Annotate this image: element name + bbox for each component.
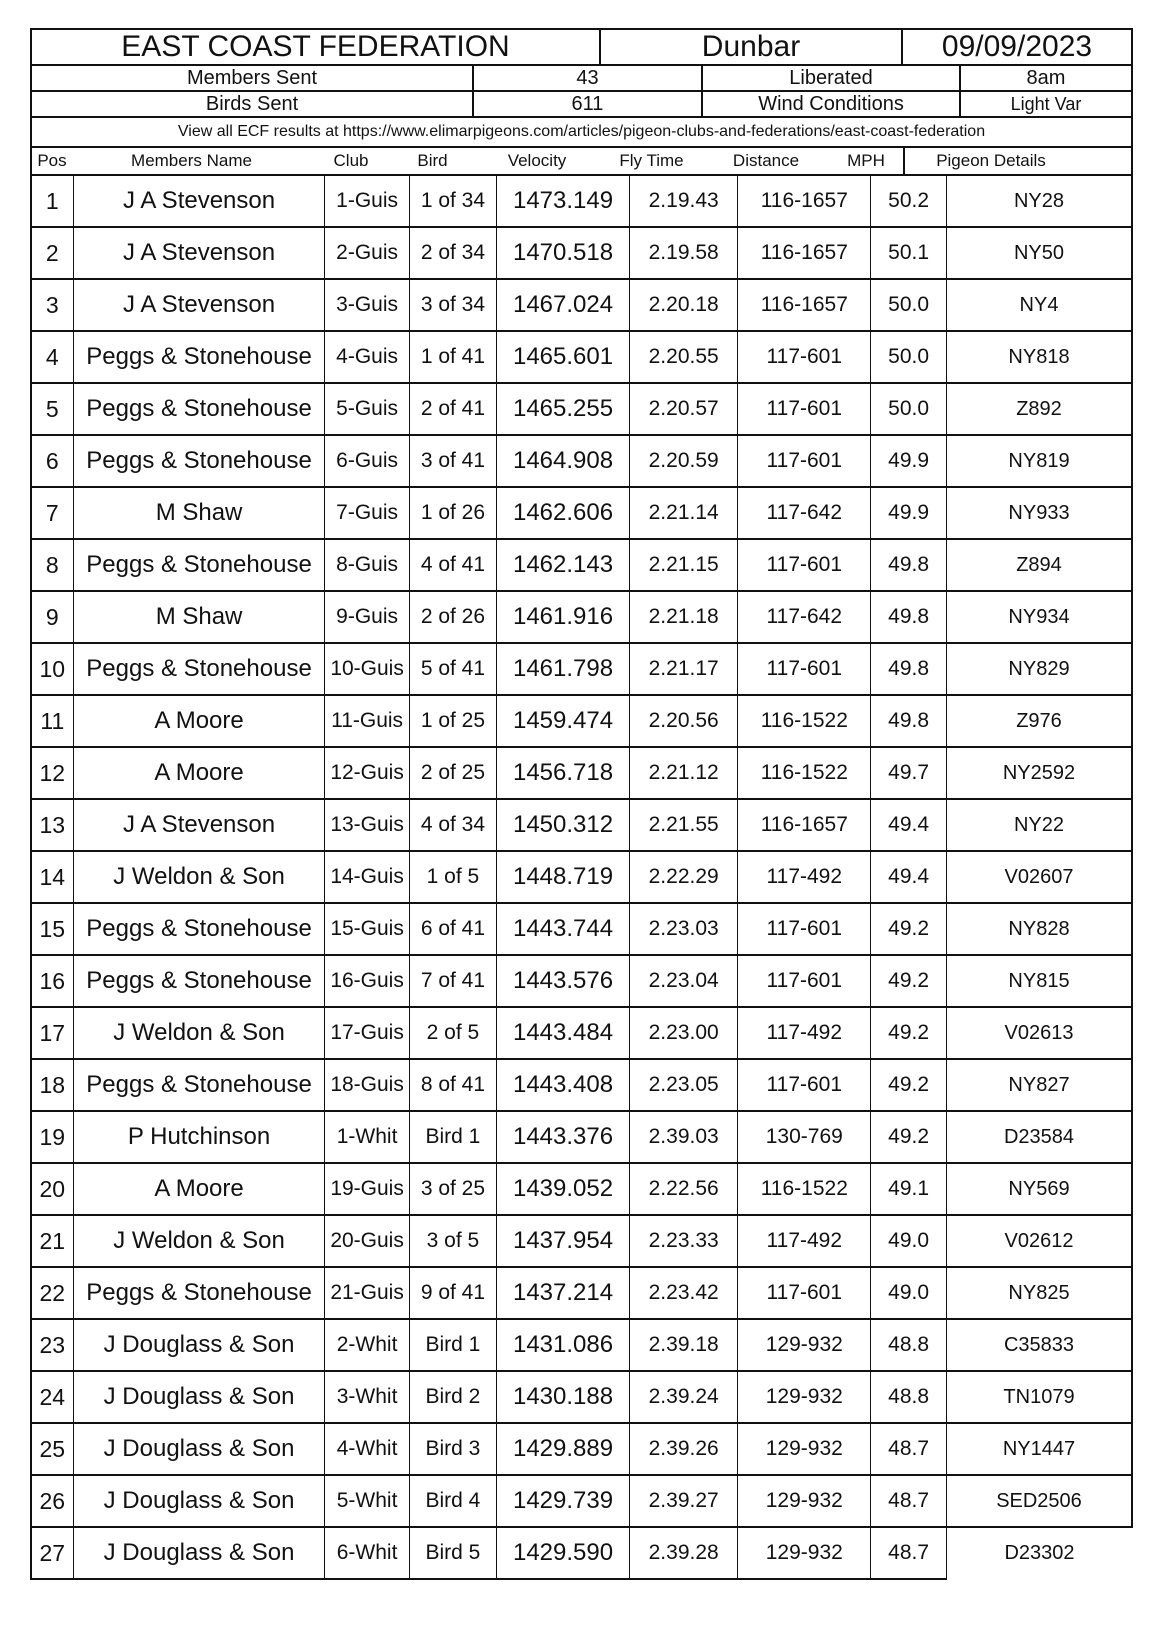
member-name-cell: Peggs & Stonehouse: [73, 955, 325, 1007]
mph-cell: 49.8: [871, 539, 947, 591]
bird-cell: 4 of 41: [409, 539, 496, 591]
club-cell: 20-Guis: [325, 1215, 409, 1267]
club-cell: 5-Whit: [325, 1475, 409, 1527]
bird-cell: 2 of 25: [409, 747, 496, 799]
pigeon-details-cell: V02613: [947, 1007, 1132, 1059]
pos-cell: 23: [31, 1319, 73, 1371]
club-cell: 2-Whit: [325, 1319, 409, 1371]
liberated-label: Liberated: [703, 66, 961, 90]
bird-cell: 9 of 41: [409, 1267, 496, 1319]
mph-cell: 48.8: [871, 1371, 947, 1423]
pigeon-details-cell: NY818: [947, 331, 1132, 383]
member-name-cell: Peggs & Stonehouse: [73, 1267, 325, 1319]
fly-time-cell: 2.39.26: [629, 1423, 738, 1475]
pigeon-details-cell: Z892: [947, 383, 1132, 435]
bird-cell: 1 of 26: [409, 487, 496, 539]
bird-cell: 3 of 41: [409, 435, 496, 487]
club-cell: 13-Guis: [325, 799, 409, 851]
col-header-pos: Pos: [37, 151, 67, 170]
distance-cell: 116-1657: [738, 227, 871, 279]
bird-cell: Bird 1: [409, 1111, 496, 1163]
col-header-fly-time: Fly Time: [619, 151, 684, 170]
club-cell: 3-Guis: [325, 279, 409, 331]
pigeon-details-cell: NY934: [947, 591, 1132, 643]
fly-time-cell: 2.20.56: [629, 695, 738, 747]
member-name-cell: Peggs & Stonehouse: [73, 1059, 325, 1111]
club-cell: 16-Guis: [325, 955, 409, 1007]
member-name-cell: P Hutchinson: [73, 1111, 325, 1163]
mph-cell: 49.9: [871, 487, 947, 539]
club-cell: 1-Whit: [325, 1111, 409, 1163]
member-name-cell: M Shaw: [73, 591, 325, 643]
pigeon-details-cell: SED2506: [947, 1475, 1132, 1527]
fly-time-cell: 2.21.15: [629, 539, 738, 591]
club-cell: 19-Guis: [325, 1163, 409, 1215]
pos-cell: 6: [31, 435, 73, 487]
club-cell: 6-Guis: [325, 435, 409, 487]
fly-time-cell: 2.22.29: [629, 851, 738, 903]
col-header-distance: Distance: [732, 151, 800, 170]
velocity-cell: 1443.408: [497, 1059, 630, 1111]
fly-time-cell: 2.39.27: [629, 1475, 738, 1527]
table-row: [31, 643, 1132, 695]
wind-conditions-value: Light Var: [1010, 93, 1082, 114]
distance-cell: 117-601: [738, 435, 871, 487]
bird-cell: Bird 5: [409, 1527, 496, 1579]
mph-cell: 50.0: [871, 383, 947, 435]
distance-cell: 117-492: [738, 1007, 871, 1059]
club-cell: 12-Guis: [325, 747, 409, 799]
distance-cell: 117-601: [738, 1267, 871, 1319]
bird-cell: 2 of 41: [409, 383, 496, 435]
distance-cell: 117-492: [738, 851, 871, 903]
velocity-cell: 1431.086: [497, 1319, 630, 1371]
table-row: [31, 591, 1132, 643]
member-name-cell: M Shaw: [73, 487, 325, 539]
mph-cell: 49.1: [871, 1163, 947, 1215]
pigeon-details-cell: D23584: [947, 1111, 1132, 1163]
club-cell: 4-Whit: [325, 1423, 409, 1475]
pos-cell: 14: [31, 851, 73, 903]
velocity-cell: 1429.590: [497, 1527, 630, 1579]
member-name-cell: J Douglass & Son: [73, 1423, 325, 1475]
mph-cell: 48.7: [871, 1527, 947, 1579]
velocity-cell: 1459.474: [497, 695, 630, 747]
pigeon-details-cell: NY819: [947, 435, 1132, 487]
table-row: [31, 1215, 1132, 1267]
fly-time-cell: 2.23.04: [629, 955, 738, 1007]
member-name-cell: J A Stevenson: [73, 176, 325, 227]
distance-cell: 129-932: [738, 1319, 871, 1371]
member-name-cell: J Weldon & Son: [73, 851, 325, 903]
wind-conditions-label: Wind Conditions: [703, 92, 961, 116]
mph-cell: 49.7: [871, 747, 947, 799]
bird-cell: Bird 2: [409, 1371, 496, 1423]
bird-cell: 2 of 5: [409, 1007, 496, 1059]
table-row: [31, 1527, 1132, 1579]
table-row: [31, 903, 1132, 955]
pos-cell: 4: [31, 331, 73, 383]
velocity-cell: 1473.149: [497, 176, 630, 227]
fly-time-cell: 2.20.59: [629, 435, 738, 487]
pos-cell: 19: [31, 1111, 73, 1163]
pos-cell: 3: [31, 279, 73, 331]
table-row: [31, 279, 1132, 331]
member-name-cell: Peggs & Stonehouse: [73, 435, 325, 487]
column-header-row: [30, 146, 1133, 176]
mph-cell: 49.8: [871, 591, 947, 643]
club-cell: 18-Guis: [325, 1059, 409, 1111]
velocity-cell: 1430.188: [497, 1371, 630, 1423]
title-row: [30, 28, 1133, 64]
table-row: [31, 1423, 1132, 1475]
table-row: [31, 1475, 1132, 1527]
pigeon-details-cell: TN1079: [947, 1371, 1132, 1423]
velocity-cell: 1429.889: [497, 1423, 630, 1475]
mph-cell: 49.0: [871, 1267, 947, 1319]
distance-cell: 117-601: [738, 539, 871, 591]
member-name-cell: A Moore: [73, 1163, 325, 1215]
pos-cell: 7: [31, 487, 73, 539]
table-row: [31, 747, 1132, 799]
bird-cell: 2 of 34: [409, 227, 496, 279]
pos-cell: 20: [31, 1163, 73, 1215]
velocity-cell: 1443.576: [497, 955, 630, 1007]
club-cell: 14-Guis: [325, 851, 409, 903]
col-header-name: Members Name: [131, 151, 252, 170]
club-cell: 9-Guis: [325, 591, 409, 643]
club-cell: 1-Guis: [325, 176, 409, 227]
race-location: Dunbar: [601, 30, 903, 64]
distance-cell: 129-932: [738, 1371, 871, 1423]
distance-cell: 129-932: [738, 1423, 871, 1475]
pigeon-details-cell: NY2592: [947, 747, 1132, 799]
pigeon-details-cell: NY28: [947, 176, 1132, 227]
pos-cell: 25: [31, 1423, 73, 1475]
pigeon-details-cell: Z894: [947, 539, 1132, 591]
distance-cell: 130-769: [738, 1111, 871, 1163]
pos-cell: 21: [31, 1215, 73, 1267]
federation-title: EAST COAST FEDERATION: [32, 30, 601, 64]
distance-cell: 116-1522: [738, 1163, 871, 1215]
bird-cell: 4 of 34: [409, 799, 496, 851]
bird-cell: 7 of 41: [409, 955, 496, 1007]
velocity-cell: 1448.719: [497, 851, 630, 903]
fly-time-cell: 2.19.43: [629, 176, 738, 227]
table-row: [31, 1371, 1132, 1423]
member-name-cell: J Weldon & Son: [73, 1215, 325, 1267]
pigeon-details-cell: Z976: [947, 695, 1132, 747]
pos-cell: 1: [31, 176, 73, 227]
fly-time-cell: 2.21.14: [629, 487, 738, 539]
pigeon-details-cell: NY829: [947, 643, 1132, 695]
member-name-cell: Peggs & Stonehouse: [73, 643, 325, 695]
table-row: [31, 487, 1132, 539]
pos-cell: 15: [31, 903, 73, 955]
table-row: [31, 799, 1132, 851]
fly-time-cell: 2.20.57: [629, 383, 738, 435]
mph-cell: 49.2: [871, 1059, 947, 1111]
club-cell: 4-Guis: [325, 331, 409, 383]
pigeon-details-cell: NY1447: [947, 1423, 1132, 1475]
pos-cell: 9: [31, 591, 73, 643]
club-cell: 21-Guis: [325, 1267, 409, 1319]
table-row: [31, 955, 1132, 1007]
distance-cell: 129-932: [738, 1475, 871, 1527]
fly-time-cell: 2.21.12: [629, 747, 738, 799]
pigeon-details-cell: D23302: [1004, 1542, 1075, 1564]
mph-cell: 50.1: [871, 227, 947, 279]
fly-time-cell: 2.20.18: [629, 279, 738, 331]
fly-time-cell: 2.23.05: [629, 1059, 738, 1111]
pigeon-details-cell: NY827: [947, 1059, 1132, 1111]
velocity-cell: 1462.606: [497, 487, 630, 539]
club-cell: 10-Guis: [325, 643, 409, 695]
club-cell: 5-Guis: [325, 383, 409, 435]
table-row: [31, 1267, 1132, 1319]
results-link-row: [30, 116, 1133, 146]
club-cell: 15-Guis: [325, 903, 409, 955]
pigeon-details-cell: NY50: [947, 227, 1132, 279]
member-name-cell: J Douglass & Son: [73, 1527, 325, 1579]
bird-cell: Bird 1: [409, 1319, 496, 1371]
pos-cell: 24: [31, 1371, 73, 1423]
mph-cell: 49.2: [871, 903, 947, 955]
birds-sent-label: Birds Sent: [32, 92, 474, 116]
pos-cell: 10: [31, 643, 73, 695]
mph-cell: 48.8: [871, 1319, 947, 1371]
pigeon-details-cell: NY569: [947, 1163, 1132, 1215]
member-name-cell: Peggs & Stonehouse: [73, 383, 325, 435]
distance-cell: 116-1522: [738, 747, 871, 799]
pos-cell: 22: [31, 1267, 73, 1319]
pigeon-details-cell: NY825: [947, 1267, 1132, 1319]
table-row: [31, 383, 1132, 435]
distance-cell: 116-1657: [738, 176, 871, 227]
fly-time-cell: 2.23.00: [629, 1007, 738, 1059]
birds-sent-value: 611: [474, 92, 703, 116]
distance-cell: 117-642: [738, 487, 871, 539]
members-sent-label: Members Sent: [32, 66, 474, 90]
pigeon-details-cell: NY933: [947, 487, 1132, 539]
club-cell: 7-Guis: [325, 487, 409, 539]
bird-cell: Bird 4: [409, 1475, 496, 1527]
col-header-bird: Bird: [417, 151, 448, 170]
velocity-cell: 1437.954: [497, 1215, 630, 1267]
distance-cell: 117-642: [738, 591, 871, 643]
fly-time-cell: 2.39.28: [629, 1527, 738, 1579]
race-date: 09/09/2023: [941, 30, 1093, 63]
bird-cell: 1 of 5: [409, 851, 496, 903]
fly-time-cell: 2.39.18: [629, 1319, 738, 1371]
member-name-cell: J Douglass & Son: [73, 1319, 325, 1371]
distance-cell: 116-1657: [738, 279, 871, 331]
fly-time-cell: 2.21.17: [629, 643, 738, 695]
distance-cell: 117-601: [738, 1059, 871, 1111]
members-sent-value: 43: [474, 66, 703, 90]
table-row: [31, 1059, 1132, 1111]
birds-row: [30, 90, 1133, 116]
pos-cell: 11: [31, 695, 73, 747]
pigeon-details-cell: V02612: [947, 1215, 1132, 1267]
club-cell: 3-Whit: [325, 1371, 409, 1423]
col-header-mph: MPH: [847, 151, 885, 170]
velocity-cell: 1465.601: [497, 331, 630, 383]
table-row: [31, 1007, 1132, 1059]
pigeon-details-cell: C35833: [947, 1319, 1132, 1371]
distance-cell: 117-492: [738, 1215, 871, 1267]
table-row: [31, 331, 1132, 383]
bird-cell: 6 of 41: [409, 903, 496, 955]
member-name-cell: Peggs & Stonehouse: [73, 903, 325, 955]
mph-cell: 49.4: [871, 799, 947, 851]
velocity-cell: 1467.024: [497, 279, 630, 331]
distance-cell: 117-601: [738, 955, 871, 1007]
pos-cell: 12: [31, 747, 73, 799]
club-cell: 2-Guis: [325, 227, 409, 279]
pigeon-details-cell: NY828: [947, 903, 1132, 955]
fly-time-cell: 2.23.03: [629, 903, 738, 955]
distance-cell: 117-601: [738, 903, 871, 955]
table-row: [31, 851, 1132, 903]
bird-cell: 5 of 41: [409, 643, 496, 695]
member-name-cell: J Weldon & Son: [73, 1007, 325, 1059]
bird-cell: 3 of 25: [409, 1163, 496, 1215]
distance-cell: 129-932: [738, 1527, 871, 1579]
bird-cell: 3 of 34: [409, 279, 496, 331]
distance-cell: 117-601: [738, 643, 871, 695]
pigeon-details-cell: NY22: [947, 799, 1132, 851]
pos-cell: 13: [31, 799, 73, 851]
club-cell: 11-Guis: [325, 695, 409, 747]
table-row: [31, 435, 1132, 487]
velocity-cell: 1439.052: [497, 1163, 630, 1215]
member-name-cell: A Moore: [73, 695, 325, 747]
liberated-value: 8am: [1026, 66, 1066, 89]
club-cell: 8-Guis: [325, 539, 409, 591]
mph-cell: 50.0: [871, 331, 947, 383]
col-header-club: Club: [333, 151, 369, 170]
table-row: [31, 227, 1132, 279]
bird-cell: 1 of 25: [409, 695, 496, 747]
member-name-cell: Peggs & Stonehouse: [73, 539, 325, 591]
fly-time-cell: 2.21.55: [629, 799, 738, 851]
table-row: [31, 1319, 1132, 1371]
mph-cell: 49.2: [871, 955, 947, 1007]
pos-cell: 2: [31, 227, 73, 279]
pigeon-details-cell: V02607: [947, 851, 1132, 903]
member-name-cell: J Douglass & Son: [73, 1371, 325, 1423]
mph-cell: 50.2: [871, 176, 947, 227]
member-name-cell: J A Stevenson: [73, 279, 325, 331]
table-row: [31, 1163, 1132, 1215]
table-row: [31, 176, 1132, 227]
velocity-cell: 1443.744: [497, 903, 630, 955]
velocity-cell: 1464.908: [497, 435, 630, 487]
mph-cell: 49.4: [871, 851, 947, 903]
distance-cell: 117-601: [738, 331, 871, 383]
pos-cell: 18: [31, 1059, 73, 1111]
member-name-cell: J Douglass & Son: [73, 1475, 325, 1527]
mph-cell: 50.0: [871, 279, 947, 331]
velocity-cell: 1437.214: [497, 1267, 630, 1319]
mph-cell: 48.7: [871, 1423, 947, 1475]
velocity-cell: 1461.916: [497, 591, 630, 643]
velocity-cell: 1465.255: [497, 383, 630, 435]
bird-cell: Bird 3: [409, 1423, 496, 1475]
velocity-cell: 1456.718: [497, 747, 630, 799]
table-row: [31, 539, 1132, 591]
velocity-cell: 1462.143: [497, 539, 630, 591]
mph-cell: 49.2: [871, 1111, 947, 1163]
fly-time-cell: 2.21.18: [629, 591, 738, 643]
member-name-cell: Peggs & Stonehouse: [73, 331, 325, 383]
fly-time-cell: 2.22.56: [629, 1163, 738, 1215]
bird-cell: 2 of 26: [409, 591, 496, 643]
velocity-cell: 1443.376: [497, 1111, 630, 1163]
pos-cell: 16: [31, 955, 73, 1007]
distance-cell: 117-601: [738, 383, 871, 435]
table-row: [31, 1111, 1132, 1163]
velocity-cell: 1429.739: [497, 1475, 630, 1527]
mph-cell: 49.8: [871, 643, 947, 695]
results-table: [30, 176, 1133, 1580]
fly-time-cell: 2.39.03: [629, 1111, 738, 1163]
bird-cell: 3 of 5: [409, 1215, 496, 1267]
club-cell: 6-Whit: [325, 1527, 409, 1579]
velocity-cell: 1470.518: [497, 227, 630, 279]
fly-time-cell: 2.23.33: [629, 1215, 738, 1267]
pos-cell: 8: [31, 539, 73, 591]
pos-cell: 27: [31, 1527, 73, 1579]
pos-cell: 26: [31, 1475, 73, 1527]
bird-cell: 8 of 41: [409, 1059, 496, 1111]
fly-time-cell: 2.23.42: [629, 1267, 738, 1319]
fly-time-cell: 2.19.58: [629, 227, 738, 279]
velocity-cell: 1443.484: [497, 1007, 630, 1059]
member-name-cell: J A Stevenson: [73, 227, 325, 279]
pigeon-details-cell: NY4: [947, 279, 1132, 331]
member-name-cell: A Moore: [73, 747, 325, 799]
pigeon-details-cell: NY815: [947, 955, 1132, 1007]
velocity-cell: 1450.312: [497, 799, 630, 851]
fly-time-cell: 2.39.24: [629, 1371, 738, 1423]
mph-cell: 49.9: [871, 435, 947, 487]
mph-cell: 48.7: [871, 1475, 947, 1527]
mph-cell: 49.2: [871, 1007, 947, 1059]
bird-cell: 1 of 34: [409, 176, 496, 227]
mph-cell: 49.0: [871, 1215, 947, 1267]
member-name-cell: J A Stevenson: [73, 799, 325, 851]
mph-cell: 49.8: [871, 695, 947, 747]
members-row: [30, 64, 1133, 90]
col-header-pigeon-details: Pigeon Details: [903, 148, 1077, 174]
results-link: View all ECF results at https://www.elimarpigeons.com/articles/pigeon-clubs-and-federations/east-coast-federation: [177, 123, 986, 140]
table-row: [31, 695, 1132, 747]
pos-cell: 17: [31, 1007, 73, 1059]
club-cell: 17-Guis: [325, 1007, 409, 1059]
fly-time-cell: 2.20.55: [629, 331, 738, 383]
velocity-cell: 1461.798: [497, 643, 630, 695]
distance-cell: 116-1657: [738, 799, 871, 851]
results-sheet: [30, 28, 1133, 1580]
distance-cell: 116-1522: [738, 695, 871, 747]
pos-cell: 5: [31, 383, 73, 435]
bird-cell: 1 of 41: [409, 331, 496, 383]
col-header-velocity: Velocity: [507, 151, 567, 170]
